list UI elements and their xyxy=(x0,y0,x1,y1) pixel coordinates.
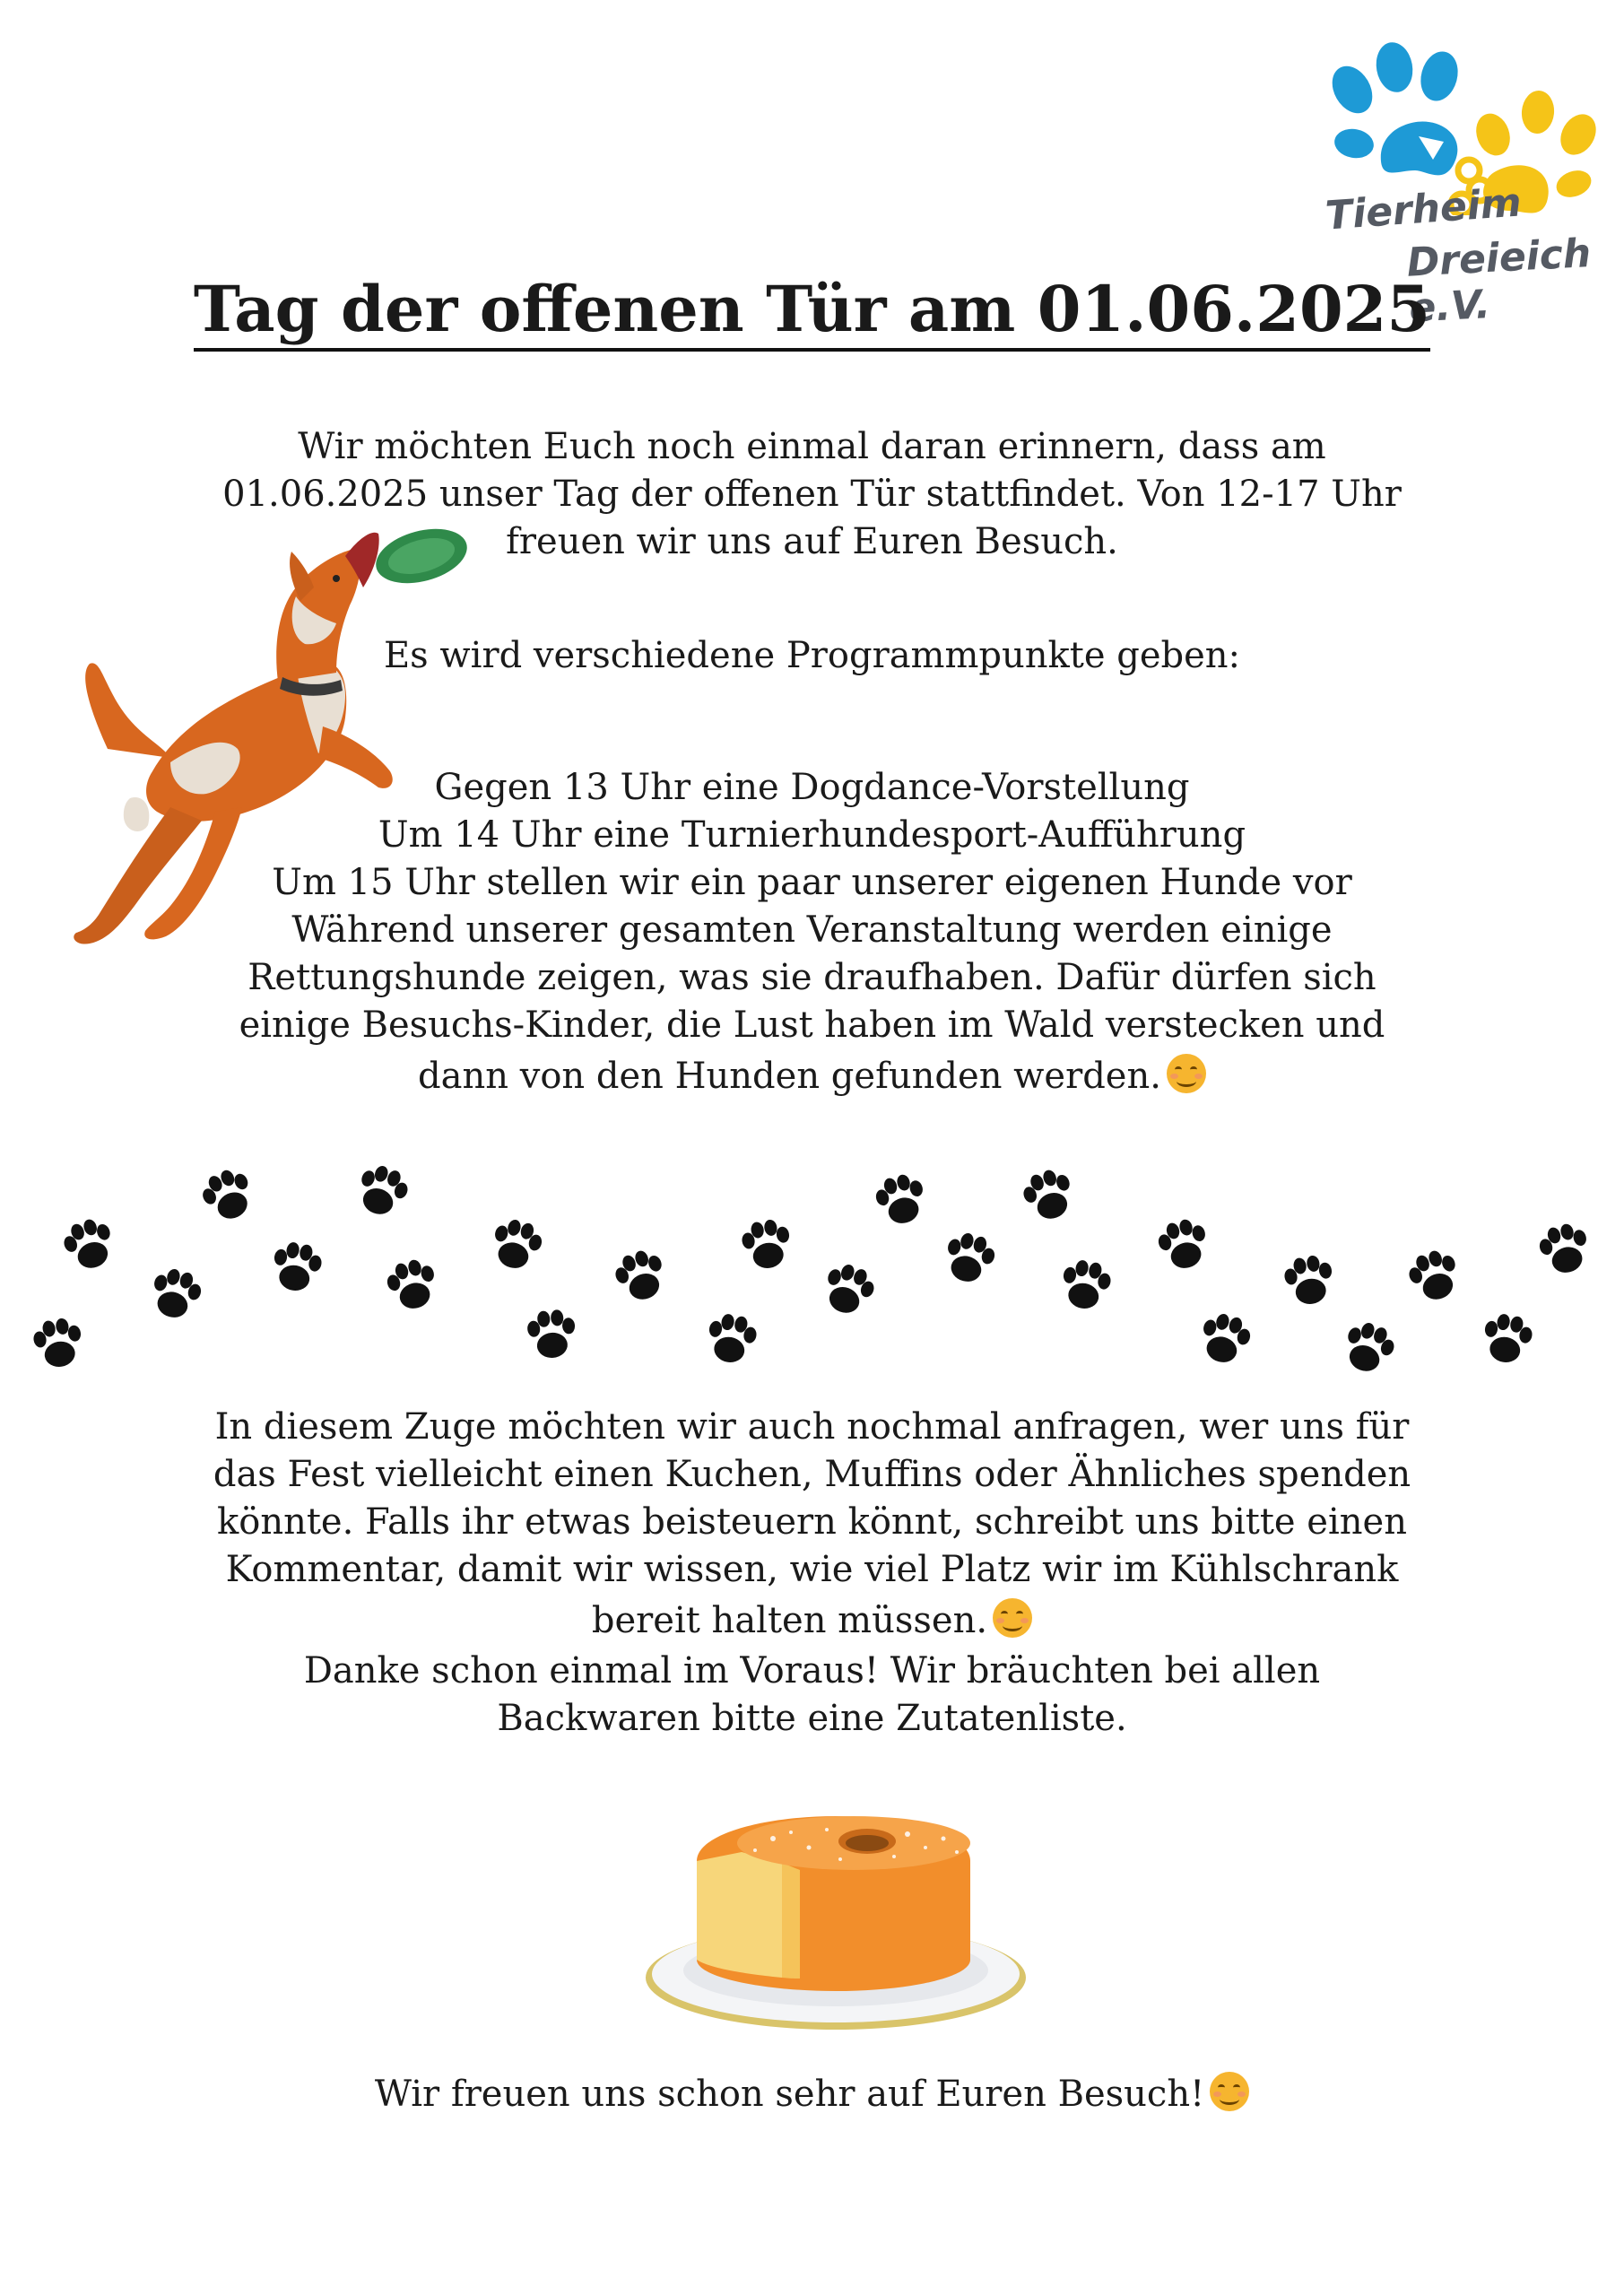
paw-print-icon xyxy=(147,1265,205,1323)
paw-print-icon xyxy=(1480,1311,1534,1366)
donation-line: Backwaren bitte eine Zutatenliste. xyxy=(497,1698,1127,1739)
paw-print-icon xyxy=(1404,1246,1465,1307)
donation-line: Danke schon einmal im Voraus! Wir bräuchten bei allen xyxy=(303,1650,1321,1692)
program-list xyxy=(0,764,1624,1103)
paw-print-icon xyxy=(818,1259,879,1320)
donation-line-emoji: bereit halten müssen. xyxy=(0,1594,1624,1648)
paw-print-icon xyxy=(526,1309,578,1360)
paw-print-icon xyxy=(704,1311,759,1366)
smile-emoji-icon xyxy=(1167,1054,1206,1093)
program-item: Um 14 Uhr eine Turnierhundesport-Aufführung xyxy=(378,814,1246,856)
donation-line: In diesem Zuge möchten wir auch nochmal anfragen, wer uns für xyxy=(214,1406,1410,1448)
paw-print-icon xyxy=(488,1215,546,1274)
paw-print-icon xyxy=(383,1256,441,1314)
paw-print-icon xyxy=(1019,1165,1080,1226)
paw-print-icon xyxy=(1535,1220,1594,1278)
paw-print-icon xyxy=(30,1316,85,1370)
logo xyxy=(1318,36,1605,332)
paw-print-icon xyxy=(1154,1215,1212,1274)
program-item: Um 15 Uhr stellen wir ein paar unserer eigenen Hunde vor xyxy=(272,862,1352,903)
paw-print-icon xyxy=(1058,1257,1113,1312)
paw-print-icon xyxy=(1196,1309,1255,1368)
donation-line: Kommentar, damit wir wissen, wie viel Platz wir im Kühlschrank xyxy=(225,1549,1399,1590)
smile-emoji-icon xyxy=(1210,2072,1249,2111)
donation-line: das Fest vielleicht einen Kuchen, Muffins oder Ähnliches spenden xyxy=(213,1454,1411,1495)
paw-print-icon xyxy=(1338,1318,1399,1378)
logo-line-2: Dreieich e.V. xyxy=(1405,230,1593,332)
paw-print-icon xyxy=(739,1217,794,1272)
program-heading: Es wird verschiedene Programmpunkte geben: xyxy=(383,635,1241,676)
paw-print-icon xyxy=(611,1246,672,1307)
paw-print-icon xyxy=(941,1229,999,1287)
program-item: Rettungshunde zeigen, was sie draufhaben. Dafür dürfen sich xyxy=(248,957,1376,998)
paw-print-icon xyxy=(872,1170,930,1229)
donation-line: könnte. Falls ihr etwas beisteuern könnt, schreibt uns bitte einen xyxy=(217,1501,1407,1543)
paw-print-icon xyxy=(352,1161,413,1222)
program-item: einige Besuchs-Kinder, die Lust haben im Wald verstecken und xyxy=(239,1004,1385,1046)
closing-text: Wir freuen uns schon sehr auf Euren Besuch! xyxy=(0,2067,1624,2121)
logo-line-1: Tierheim xyxy=(1324,179,1524,239)
intro-line: Wir möchten Euch noch einmal daran erinnern, dass am xyxy=(298,426,1326,467)
intro-line: freuen wir uns auf Euren Besuch. xyxy=(506,521,1118,562)
bundt-cake-illustration xyxy=(638,1798,1033,2040)
paw-print-icon xyxy=(1281,1253,1336,1308)
program-item: Gegen 13 Uhr eine Dogdance-Vorstellung xyxy=(434,767,1190,808)
smile-emoji-icon xyxy=(993,1598,1032,1638)
paw-print-icon xyxy=(196,1163,259,1226)
paw-print-icon xyxy=(59,1214,120,1275)
program-item-last: dann von den Hunden gefunden werden. xyxy=(0,1049,1624,1103)
intro-line: 01.06.2025 unser Tag der offenen Tür stattfindet. Von 12-17 Uhr xyxy=(222,474,1402,515)
donation-text xyxy=(0,1404,1624,1743)
program-item: Während unserer gesamten Veranstaltung werden einige xyxy=(291,909,1333,951)
page-title: Tag der offenen Tür am 01.06.2025 xyxy=(0,269,1624,350)
paw-prints-band xyxy=(0,1157,1624,1390)
paw-print-icon xyxy=(269,1239,324,1294)
